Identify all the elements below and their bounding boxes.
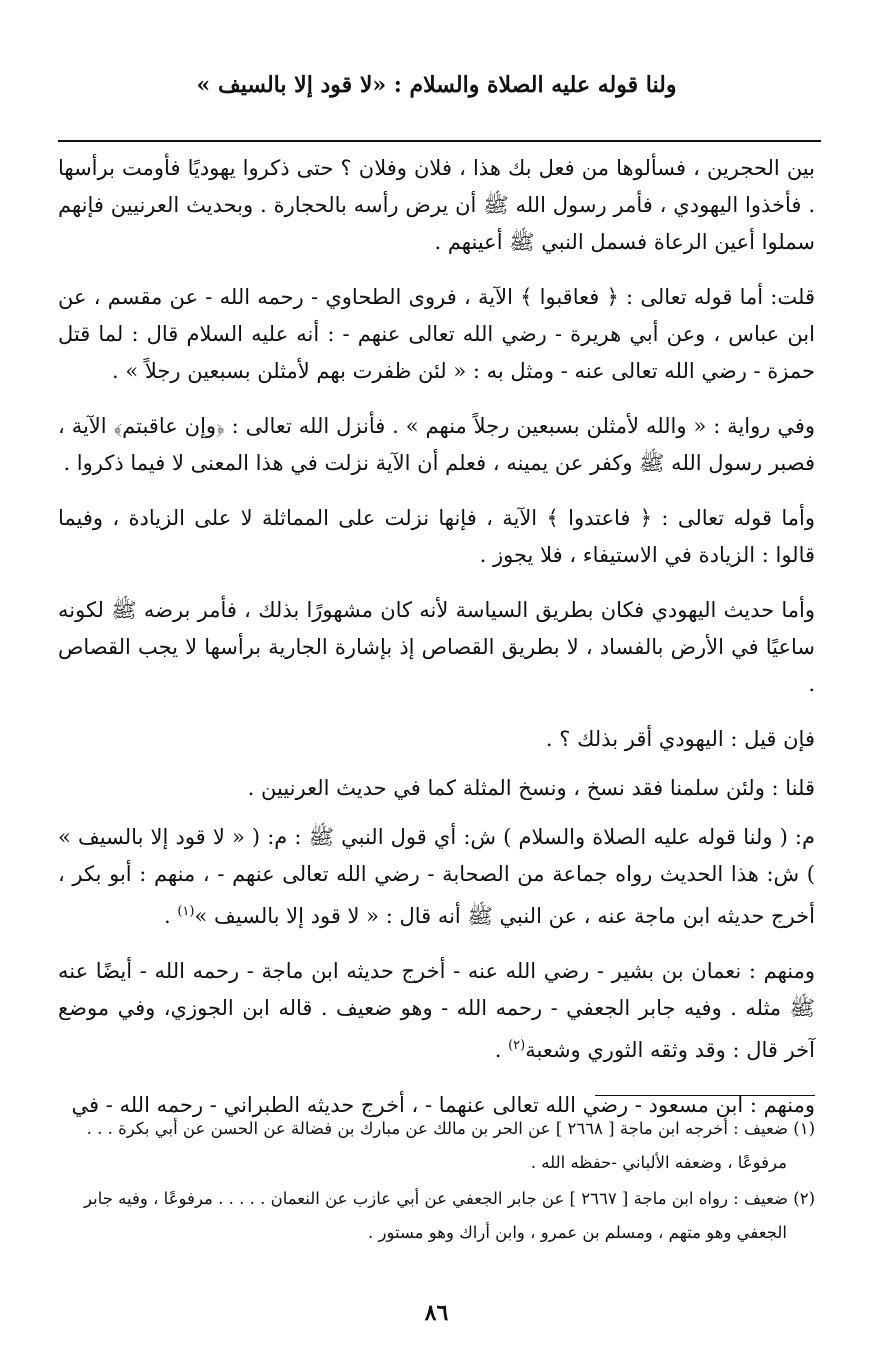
- footnote-1: [60, 1112, 815, 1180]
- paragraph-7: قلنا : ولئن سلمنا فقد نسخ ، ونسخ المثلة كما في حديث العرنيين .: [247, 776, 815, 800]
- main-text: [58, 150, 815, 1142]
- paragraph-4: وأما قوله تعالى : ﴿ فاعتدوا ﴾ الآية ، فإنها نزلت على المماثلة لا على الزيادة ، وفيما قالوا : الزيادة في الاستيفاء ، فلا يجوز .: [58, 506, 815, 567]
- footnote-1-line1: ضعيف : أخرجه ابن ماجة [ ٢٦٦٨ ] عن الحر بن مالك عن مبارك بن فضالة عن الحسن عن أبي بكرة . . .: [86, 1119, 788, 1138]
- paragraph-6: فإن قيل : اليهودي أقر بذلك ؟ .: [545, 727, 815, 751]
- footnotes: [60, 1112, 815, 1252]
- paragraph-10: ومنهم : ابن مسعود - رضي الله تعالى عنهما - ، أخرج حديثه الطبراني - رحمه الله - في: [71, 1093, 815, 1117]
- paragraph-5: وأما حديث اليهودي فكان بطريق السياسة لأنه كان مشهورًا بذلك ، فأمر برضه ﷺ لكونه ساعيًا في الأرض بالفساد ، لا بطريق القصاص إذ بإشارة الجارية برأسها لا يجب القصاص .: [58, 598, 815, 696]
- footnote-2-label: (٢): [793, 1189, 815, 1208]
- paragraph-3: وفي رواية : « والله لأمثلن بسبعين رجلاً منهم » . فأنزل الله تعالى : ﴿وإن عاقبتم﴾ الآية ، فصبر رسول الله ﷺ وكفر عن يمينه ، فعلم أن الآية نزلت في هذا المعنى لا فيما ذكروا .: [58, 414, 815, 475]
- footnote-ref-1[interactable]: (١): [177, 904, 195, 919]
- paragraph-9-text: ومنهم : نعمان بن بشير - رضي الله عنه - أخرج حديثه ابن ماجة - رحمه الله - أيضًا عنه ﷺ مثله . وفيه جابر الجعفي - رحمه الله - وهو ضعيف . قاله ابن الجوزي، وفي موضع آخر قال : وقد وثقه الثوري وشعبة: [58, 959, 815, 1062]
- paragraph-1: بين الحجرين ، فسألوها من فعل بك هذا ، فلان وفلان ؟ حتى ذكروا يهوديًا فأومت برأسها . فأخذوا اليهودي ، فأمر رسول الله ﷺ أن يرض رأسه بالحجارة . وبحديث العرنيين فإنهم سملوا أعين الرعاة فسمل النبي ﷺ أعينهم .: [58, 156, 815, 254]
- paragraph-8-text: م: ( ولنا قوله عليه الصلاة والسلام ) ش: أي قول النبي ﷺ : م: ( « لا قود إلا بالسيف » ) ش: هذا الحديث رواه جماعة من الصحابة - رضي الله تعالى عنهم - ، منهم : أبو بكر ، أخرج حديثه ابن ماجة عنه ، عن النبي ﷺ أنه قال : « لا قود إلا بالسيف »: [58, 825, 815, 928]
- paragraph-2: قلت: أما قوله تعالى : ﴿ فعاقبوا ﴾ الآية ، فروى الطحاوي - رحمه الله - عن مقسم ، عن ابن عباس ، وعن أبي هريرة - رضي الله تعالى عنهم - : أنه عليه السلام قال : لما قتل حمزة - رضي الله تعالى عنه - ومثل به : « لئن ظفرت بهم لأمثلن بسبعين رجلاً » .: [58, 285, 815, 383]
- footnote-2-line1: ضعيف : رواه ابن ماجة [ ٢٦٦٧ ] عن جابر الجعفي عن أبي عازب عن النعمان . . . . . مرفوعًا ، وفيه جابر: [84, 1189, 788, 1208]
- page-header-title: ولنا قوله عليه الصلاة والسلام : «لا قود إلا بالسيف »: [196, 72, 677, 98]
- paragraph-9: ومنهم : نعمان بن بشير - رضي الله عنه - أخرج حديثه ابن ماجة - رحمه الله - أيضًا عنه ﷺ مثله . وفيه جابر الجعفي - رحمه الله - وهو ضعيف . قاله ابن الجوزي، وفي موضع آخر قال : وقد وثقه الثوري وشعبة$^{(٢)}$ .: [58, 959, 815, 1062]
- header-divider: [58, 140, 821, 142]
- page-number: ٨٦: [424, 1300, 449, 1326]
- footnote-1-line2: مرفوعًا ، وضعفه الألباني -حفظه الله .: [530, 1153, 787, 1172]
- footnote-ref-2[interactable]: (٢): [508, 1038, 526, 1053]
- footnote-2-line2: الجعفي وهو متهم ، ومسلم بن عمرو ، وابن أراك وهو مستور .: [368, 1223, 787, 1242]
- footnote-divider: [595, 1095, 815, 1096]
- footnote-1-label: (١): [793, 1119, 815, 1138]
- footnote-2: [60, 1182, 815, 1250]
- paragraph-8: م: ( ولنا قوله عليه الصلاة والسلام ) ش: أي قول النبي ﷺ : م: ( « لا قود إلا بالسيف » ) ش: هذا الحديث رواه جماعة من الصحابة - رضي الله تعالى عنهم - ، منهم : أبو بكر ، أخرج حديثه ابن ماجة عنه ، عن النبي ﷺ أنه قال : « لا قود إلا بالسيف »$^{(١)}$ .: [58, 825, 815, 928]
